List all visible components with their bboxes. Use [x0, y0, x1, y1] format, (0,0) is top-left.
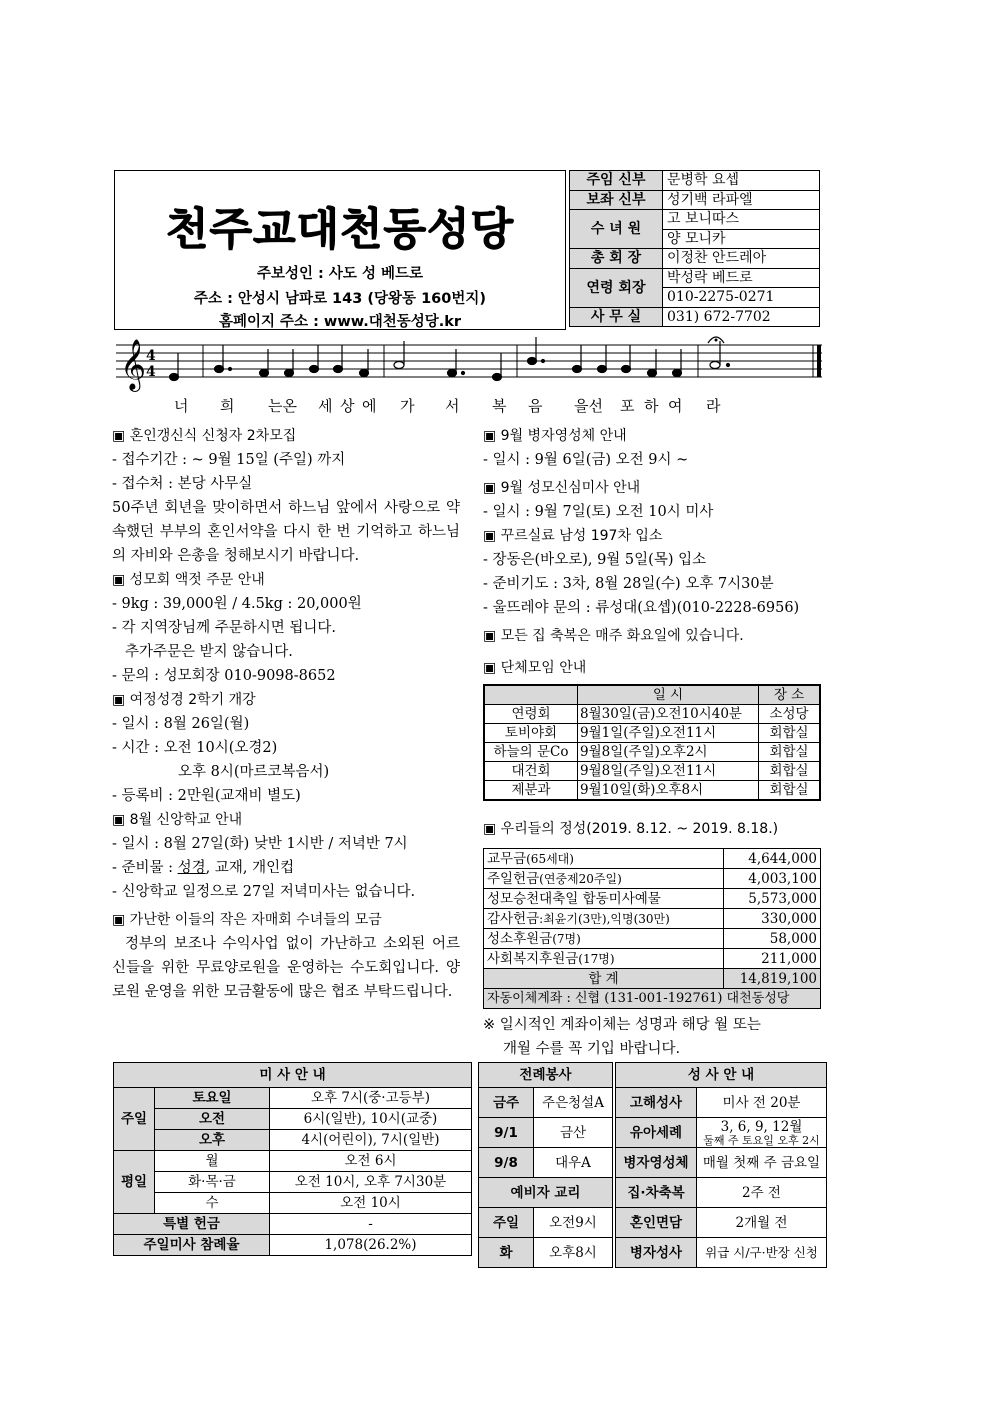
svg-text:4: 4 — [146, 364, 156, 380]
staff-role: 수 녀 원 — [570, 210, 663, 249]
offering-label — [484, 849, 724, 869]
attendance-label: 주일미사 참례율 — [114, 1235, 270, 1256]
staff-name: 이정찬 안드레아 — [663, 249, 820, 269]
parish-address: 주소 : 안성시 남파로 143 (당왕동 160번지) — [194, 291, 486, 307]
lyric: 서 — [445, 397, 460, 415]
notice-line: - 시간 : 오전 10시(오경2) — [112, 740, 278, 756]
service-team: 금산 — [534, 1118, 613, 1148]
offering-amount: 4,003,100 — [724, 869, 821, 889]
mass-day: 월 — [155, 1151, 270, 1172]
section-heading: ▣ 가난한 이들의 작은 자매회 수녀들의 모금 — [112, 912, 382, 928]
sacrament-name: 고해성사 — [616, 1088, 697, 1118]
sunday-label: 주일 — [114, 1088, 155, 1151]
mass-schedule-table — [113, 1062, 472, 1256]
notice-line: 추가주문은 받지 않습니다. — [125, 644, 293, 660]
notice-line: - 일시 : 9월 6일(금) 오전 9시 ~ — [483, 452, 689, 468]
offerings-table — [483, 848, 821, 1009]
lyric: 복 — [492, 397, 507, 415]
mass-time: 오전 10시, 오후 7시30분 — [270, 1172, 472, 1193]
sacrament-table — [615, 1062, 827, 1268]
lyric: 너 — [174, 397, 189, 415]
lyric: 희 — [220, 397, 235, 415]
staff-role: 사 무 실 — [570, 307, 663, 327]
sacrament-info: 2개월 전 — [697, 1208, 827, 1238]
mass-time: 오후 7시(중·고등부) — [270, 1088, 472, 1109]
sacrament-info: 2주 전 — [697, 1178, 827, 1208]
offering-label — [484, 949, 724, 969]
note-line: ※ 일시적인 계좌이체는 성명과 해당 월 또는 — [483, 1017, 761, 1033]
total-amount: 14,819,100 — [724, 969, 821, 989]
offering-detail: :최윤기(3만),익명(30만) — [539, 911, 670, 926]
lyric: 는온 — [268, 397, 297, 415]
total-label: 합 계 — [484, 969, 724, 989]
baptism-time: 둘째 주 토요일 오후 2시 — [703, 1133, 820, 1147]
transfer-note — [483, 1013, 833, 1061]
service-team: 대우A — [534, 1148, 613, 1178]
sacrament-name: 집·차축복 — [616, 1178, 697, 1208]
service-date: 9/1 — [479, 1118, 534, 1148]
offering-name: 주일헌금 — [487, 870, 540, 887]
mass-day: 수 — [155, 1193, 270, 1214]
baptism-months: 3, 6, 9, 12월 — [720, 1118, 803, 1135]
group-name: 대건회 — [484, 762, 578, 781]
notice-paragraph: 정부의 보조나 수익사업 없이 가난하고 소외된 어르신들을 위한 무료양로원을 운영하는 수도회입니다. 양로원 운영을 위한 모금활동에 많은 협조 부탁드립니다. — [112, 936, 460, 1000]
staff-name: 양 모니카 — [663, 229, 820, 249]
mass-time: 오전 6시 — [270, 1151, 472, 1172]
notice-line: - 각 지역장님께 주문하시면 됩니다. — [112, 620, 337, 636]
lyric: 가 — [400, 397, 415, 415]
group-time: 9월10일(화)오후8시 — [578, 781, 759, 801]
sacrament-info — [697, 1118, 827, 1148]
music-staff — [116, 333, 826, 393]
right-column — [483, 424, 823, 680]
bank-account: 자동이체계좌 : 신협 (131-001-192761) 대천동성당 — [484, 989, 821, 1009]
notice-line: - 장동은(바오로), 9월 5일(목) 입소 — [483, 552, 707, 568]
group-time: 8월30일(금)오전10시40분 — [578, 705, 759, 724]
staff-name: 고 보니따스 — [663, 210, 820, 230]
sacrament-name: 혼인면담 — [616, 1208, 697, 1238]
lyric: 여 — [668, 397, 683, 415]
offering-amount: 4,644,000 — [724, 849, 821, 869]
catechumen-time: 오전9시 — [534, 1208, 613, 1238]
liturgy-service-table — [478, 1062, 613, 1268]
staff-role: 주임 신부 — [570, 171, 663, 191]
mass-header: 미 사 안 내 — [114, 1063, 472, 1088]
notice-line: 오후 8시(마르코복음서) — [178, 764, 330, 780]
notice-line: - 접수기간 : ~ 9월 15일 (주일) 까지 — [112, 452, 346, 468]
sacrament-name: 유아세례 — [616, 1118, 697, 1148]
sacrament-info: 매월 첫째 주 금요일 — [697, 1148, 827, 1178]
offering-name: 성소후원금 — [487, 930, 553, 947]
special-offering-value: - — [270, 1214, 472, 1235]
column-header: 일 시 — [578, 685, 759, 705]
mass-day: 오후 — [155, 1130, 270, 1151]
sacrament-name: 병자성사 — [616, 1238, 697, 1268]
parish-title: 천주교대천동성당 — [165, 204, 515, 255]
staff-role: 연령 회장 — [570, 268, 663, 307]
notice-paragraph: 50주년 회년을 맞이하면서 하느님 앞에서 사랑으로 약속했던 부부의 혼인서약을 다시 한 번 기억하고 하느님의 자비와 은총을 청해보시기 바랍니다. — [112, 500, 460, 564]
notice-line: - 9kg : 39,000원 / 4.5kg : 20,000원 — [112, 596, 362, 612]
sacrament-name: 병자영성체 — [616, 1148, 697, 1178]
offering-name: 성모승천대축일 합동미사예물 — [487, 890, 661, 907]
offering-label — [484, 869, 724, 889]
treble-clef-icon: 𝄞 — [120, 339, 147, 390]
staff-name: 박성락 베드로 — [663, 268, 820, 288]
mass-time: 6시(일반), 10시(교중) — [270, 1109, 472, 1130]
sacrament-info: 미사 전 20분 — [697, 1088, 827, 1118]
group-name: 연령회 — [484, 705, 578, 724]
section-heading: ▣ 성모회 액젓 주문 안내 — [112, 572, 265, 588]
catechumen-time: 오후8시 — [534, 1238, 613, 1268]
staff-name: 문병학 요셉 — [663, 171, 820, 191]
group-name: 하늘의 문Co — [484, 743, 578, 762]
section-heading: ▣ 9월 병자영성체 안내 — [483, 428, 627, 444]
lyric: 하 — [644, 397, 659, 415]
notice-line: - 등록비 : 2만원(교재비 별도) — [112, 788, 301, 804]
svg-text:4: 4 — [146, 348, 156, 364]
notice-line: - 신앙학교 일정으로 27일 저녁미사는 없습니다. — [112, 884, 416, 900]
section-heading: ▣ 모든 집 축복은 매주 화요일에 있습니다. — [483, 628, 744, 644]
notice-line: - 문의 : 성모회장 010-9098-8652 — [112, 668, 336, 684]
mass-time: 오전 10시 — [270, 1193, 472, 1214]
weekday-label: 평일 — [114, 1151, 155, 1214]
lyric: 을선 — [574, 397, 603, 415]
offering-name: 감사헌금 — [487, 910, 540, 927]
mass-day: 오전 — [155, 1109, 270, 1130]
section-heading: ▣ 단체모임 안내 — [483, 660, 587, 676]
section-heading: ▣ 9월 성모신심미사 안내 — [483, 480, 641, 496]
offering-detail: (연중제20주일) — [539, 871, 622, 886]
service-team: 주은청설A — [534, 1088, 613, 1118]
patron-saint: 주보성인 : 사도 성 베드로 — [256, 266, 424, 282]
notice-line: - 일시 : 9월 7일(토) 오전 10시 미사 — [483, 504, 714, 520]
offering-detail: (7명) — [552, 931, 581, 946]
office-phone: 031) 672-7702 — [663, 307, 820, 327]
section-heading: ▣ 8월 신앙학교 안내 — [112, 812, 243, 828]
offering-amount: 211,000 — [724, 949, 821, 969]
sacrament-info: 위급 시/구·반장 신청 — [697, 1238, 827, 1268]
homepage-address: 홈페이지 주소 : www.대천동성당.kr — [218, 314, 462, 330]
group-place: 회합실 — [759, 781, 821, 801]
lyric: 라 — [706, 397, 721, 415]
group-name: 토비야회 — [484, 724, 578, 743]
lyric: 상 — [340, 397, 355, 415]
sacrament-header: 성 사 안 내 — [616, 1063, 827, 1088]
lyric: 포 — [620, 397, 635, 415]
group-place: 회합실 — [759, 762, 821, 781]
notice-text: , 교재, 개인컵 — [205, 860, 295, 876]
catechumen-header: 예비자 교리 — [479, 1178, 613, 1208]
mass-day: 토요일 — [155, 1088, 270, 1109]
lyric: 에 — [362, 397, 377, 415]
group-time: 9월8일(주일)오전11시 — [578, 762, 759, 781]
service-date: 금주 — [479, 1088, 534, 1118]
column-header: 장 소 — [759, 685, 821, 705]
group-place: 회합실 — [759, 743, 821, 762]
notice-line — [112, 856, 460, 880]
offering-label — [484, 889, 724, 909]
group-place: 회합실 — [759, 724, 821, 743]
service-header: 전례봉사 — [479, 1063, 613, 1088]
group-place: 소성당 — [759, 705, 821, 724]
special-offering-label: 특별 헌금 — [114, 1214, 270, 1235]
offering-detail: (65세대) — [526, 851, 574, 866]
offering-name: 교무금 — [487, 850, 527, 867]
group-time: 9월1일(주일)오전11시 — [578, 724, 759, 743]
lyric: 세 — [318, 397, 333, 415]
bulletin-header — [114, 170, 566, 330]
notice-line: - 일시 : 8월 27일(화) 낮반 1시반 / 저녁반 7시 — [112, 836, 408, 852]
offering-amount: 58,000 — [724, 929, 821, 949]
staff-role: 총 회 장 — [570, 249, 663, 269]
staff-phone: 010-2275-0271 — [663, 288, 820, 308]
group-time: 9월8일(주일)오후2시 — [578, 743, 759, 762]
offering-amount: 330,000 — [724, 909, 821, 929]
service-date: 9/8 — [479, 1148, 534, 1178]
catechumen-day: 주일 — [479, 1208, 534, 1238]
staff-table — [569, 170, 820, 327]
section-heading: ▣ 우리들의 정성(2019. 8.12. ~ 2019. 8.18.) — [483, 821, 779, 837]
mass-day: 화·목·금 — [155, 1172, 270, 1193]
catechumen-day: 화 — [479, 1238, 534, 1268]
staff-name: 성기백 라파엘 — [663, 190, 820, 210]
notice-line: - 울뜨레야 문의 : 류성대(요셉)(010-2228-6956) — [483, 600, 800, 616]
offering-label — [484, 909, 724, 929]
mass-time: 4시(어린이), 7시(일반) — [270, 1130, 472, 1151]
offering-name: 사회복지후원금 — [487, 950, 579, 967]
section-heading: ▣ 꾸르실료 남성 197차 입소 — [483, 528, 663, 544]
left-column — [112, 424, 460, 1004]
attendance-value: 1,078(26.2%) — [270, 1235, 472, 1256]
notice-line: - 접수처 : 본당 사무실 — [112, 476, 253, 492]
notice-text: - 준비물 : — [112, 860, 178, 876]
staff-role: 보좌 신부 — [570, 190, 663, 210]
offering-detail: (17명) — [578, 951, 615, 966]
notice-line: - 일시 : 8월 26일(월) — [112, 716, 250, 732]
underlined-text: 성경 — [177, 860, 206, 876]
section-heading: ▣ 혼인갱신식 신청자 2차모집 — [112, 428, 297, 444]
lyric: 음 — [528, 397, 543, 415]
notice-line: - 준비기도 : 3차, 8월 28일(수) 오후 7시30분 — [483, 576, 774, 592]
offering-amount: 5,573,000 — [724, 889, 821, 909]
group-meetings-table — [483, 684, 821, 801]
note-line: 개월 수를 꼭 기입 바랍니다. — [503, 1041, 681, 1057]
section-heading: ▣ 여정성경 2학기 개강 — [112, 692, 256, 708]
group-name: 제분과 — [484, 781, 578, 801]
offering-label — [484, 929, 724, 949]
